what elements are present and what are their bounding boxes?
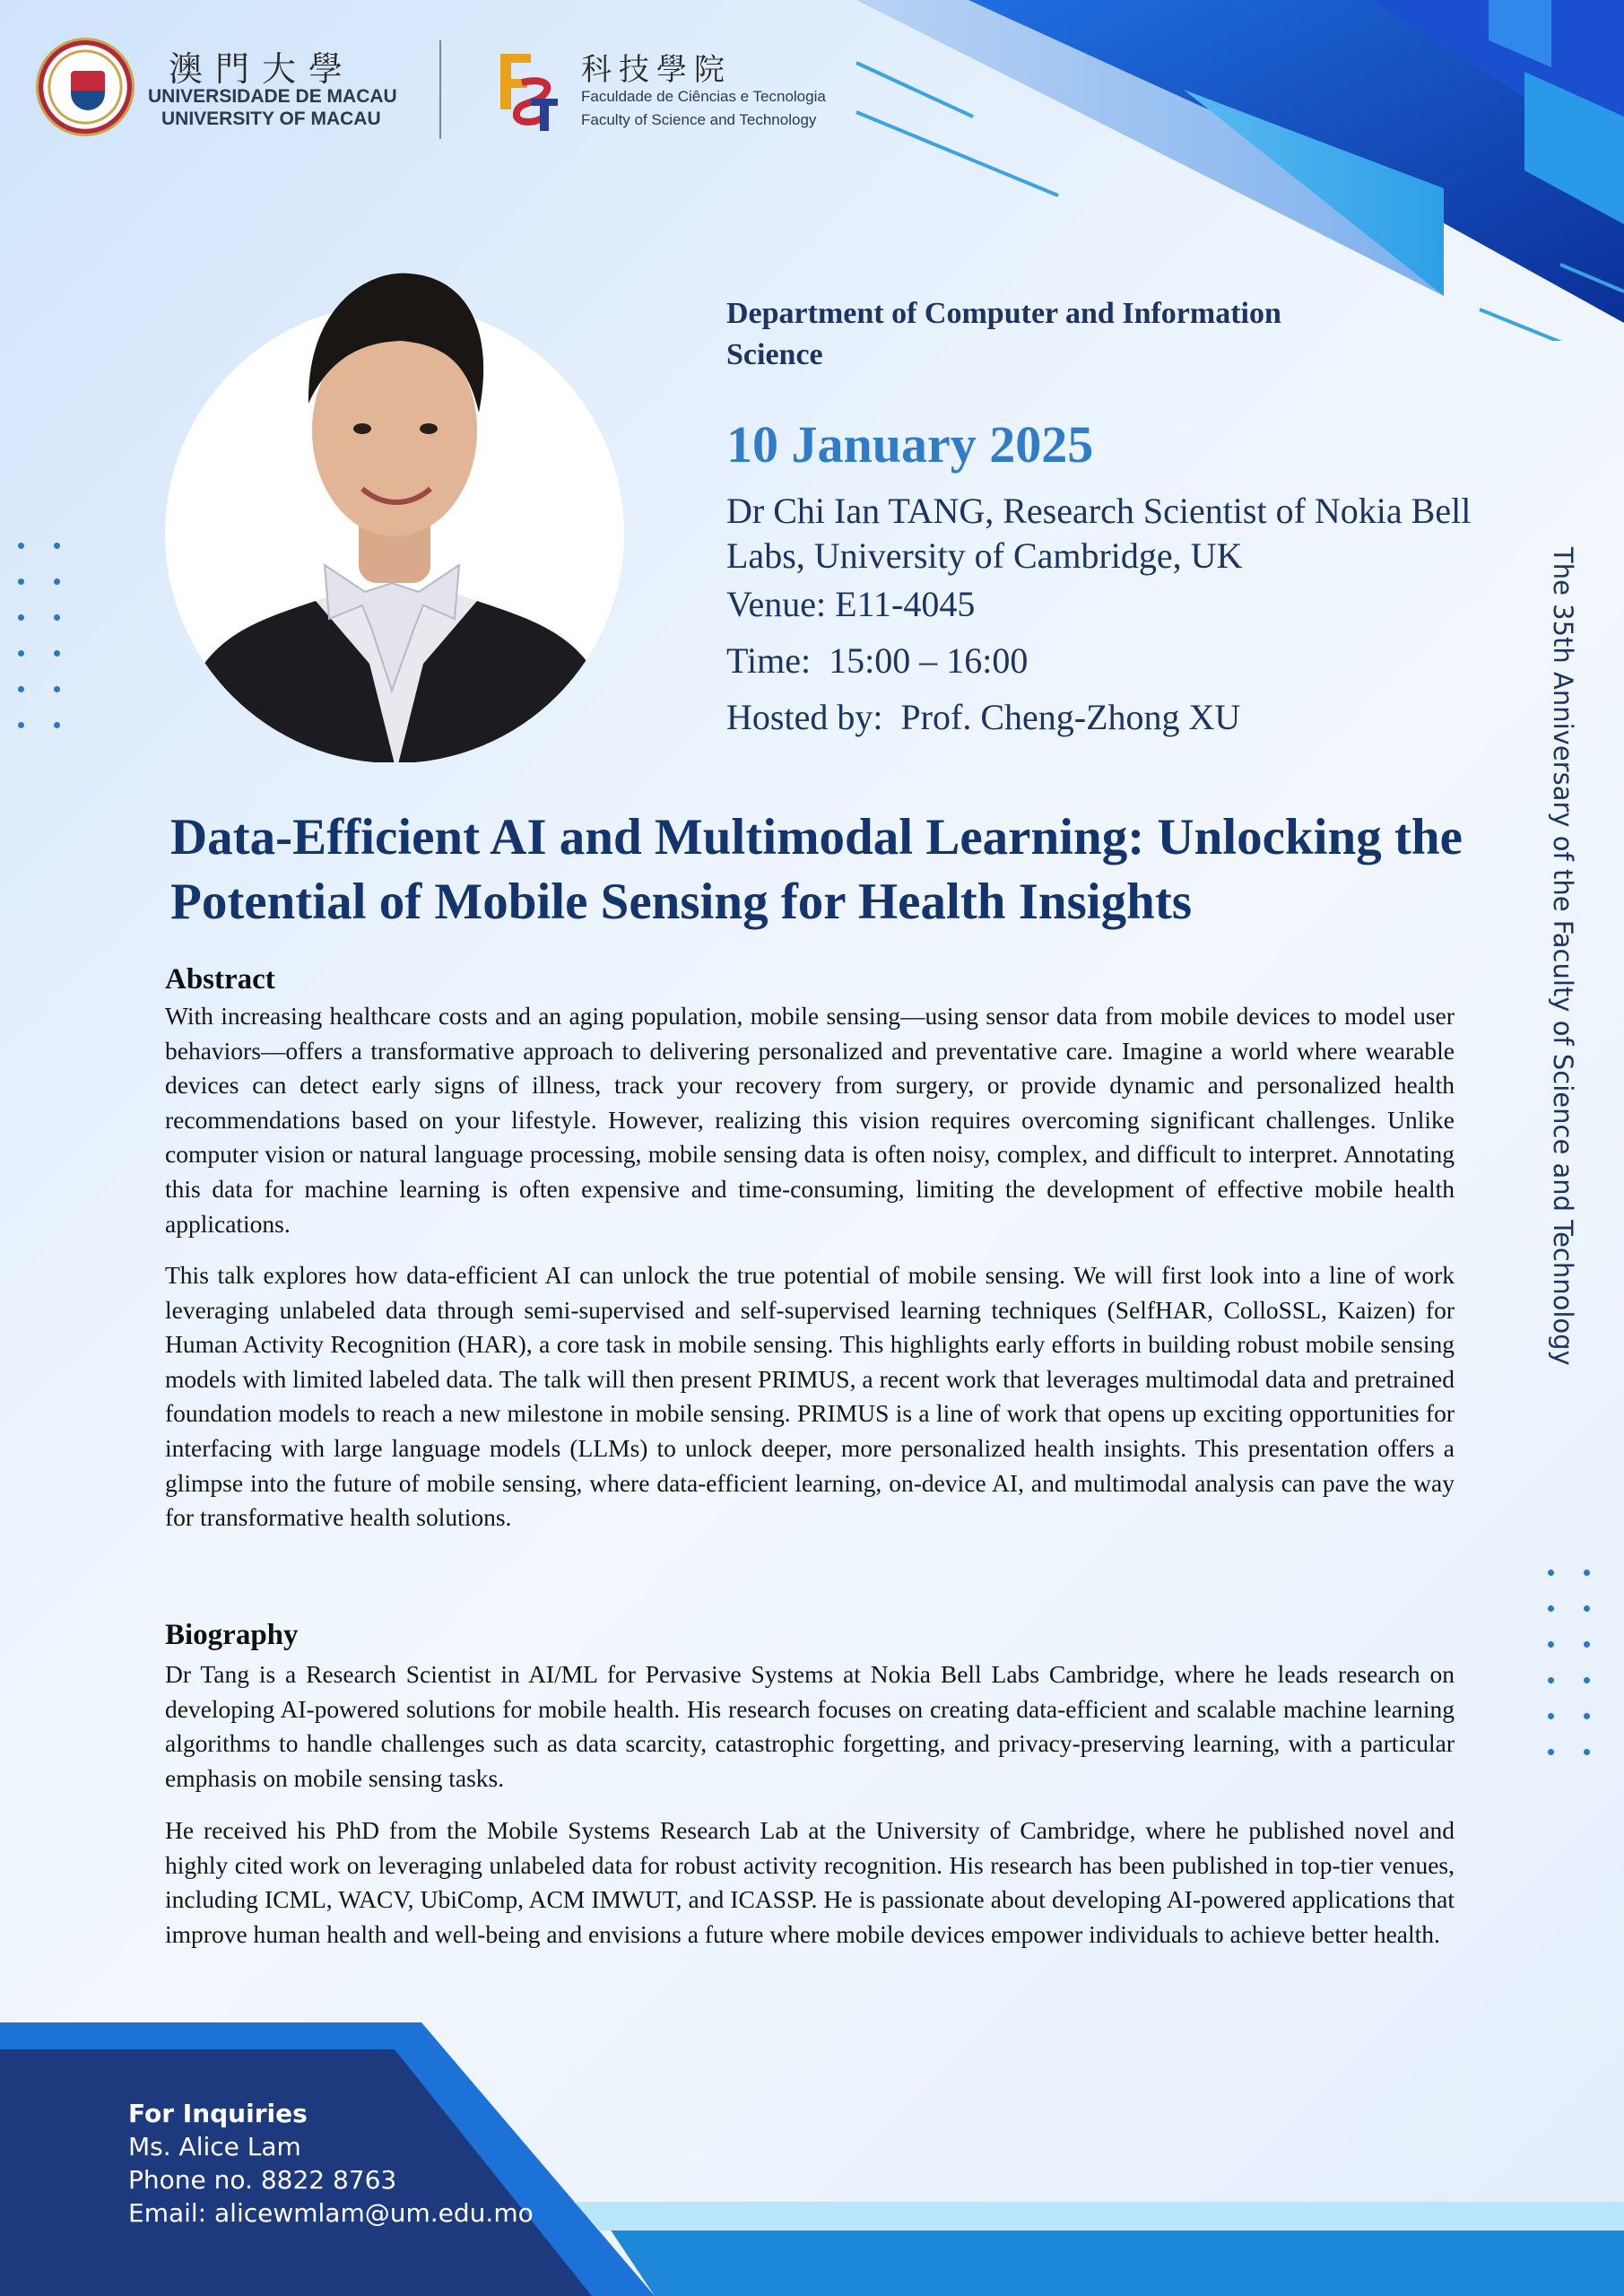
header-divider xyxy=(439,40,441,139)
biography-paragraph-1: Dr Tang is a Research Scientist in AI/ML for Pervasive Systems at Nokia Bell Labs Cambridge, where he leads research on developing AI-powered solutions for mobile health. His research focuses on creating data-efficient and scalable machine learning algorithms to handle challenges such as data scarcity, catastrophic forgetting, and privacy-preserving learning, with a particular emphasis on mobile sensing tasks. xyxy=(165,1660,1455,1792)
um-english-name: UNIVERSITY OF MACAU xyxy=(161,109,381,129)
left-dot-grid xyxy=(18,543,72,731)
um-portuguese-name: UNIVERSIDADE DE MACAU xyxy=(148,86,397,107)
abstract-heading: Abstract xyxy=(165,963,275,996)
event-date: 10 January 2025 xyxy=(726,415,1094,474)
inquiries-phone: Phone no. 8822 8763 xyxy=(128,2165,397,2195)
event-time: Time: 15:00 – 16:00 xyxy=(726,640,1029,681)
abstract-paragraph-1: With increasing healthcare costs and an aging population, mobile sensing—using sensor data from mobile devices to model user behaviors—offers a transformative approach to delivering personalized and preventative care. Imagine a world where wearable devices can detect early signs of illness, track your recovery from surgery, or provide dynamic and personalized health recommendations based on your lifestyle. However, realizing this vision requires overcoming significant challenges. Unlike computer vision or natural language processing, mobile sensing data is often noisy, complex, and difficult to interpret. Annotating this data for machine learning is often expensive and time-consuming, limiting the development of effective mobile health applications. xyxy=(165,1002,1455,1238)
event-host: Hosted by: Prof. Cheng-Zhong XU xyxy=(726,697,1241,737)
event-venue: Venue: E11-4045 xyxy=(726,584,976,624)
inquiries-heading: For Inquiries xyxy=(128,2099,308,2128)
inquiries-contact-name: Ms. Alice Lam xyxy=(128,2132,301,2161)
biography-heading: Biography xyxy=(165,1619,299,1651)
biography-paragraph-2: He received his PhD from the Mobile Systems Research Lab at the University of Cambridge, where he published novel and highly cited work on leveraging unlabeled data for robust activity recognition. His research has been published in top-tier venues, including ICML, WACV, UbiComp, ACM IMWUT, and ICASSP. He is passionate about developing AI-powered applications that improve human health and well-being and envisions a future where mobile devices empower individuals to achieve better health. xyxy=(165,1816,1455,1948)
um-chinese-name: 澳門大學 xyxy=(169,49,356,89)
fst-portuguese-name: Faculdade de Ciências e Tecnologia xyxy=(581,88,826,105)
top-right-decoration xyxy=(843,0,1624,341)
talk-title: Data-Efficient AI and Multimodal Learning: Unlocking the Potential of Mobile Sensing for Health Insights xyxy=(170,809,1463,930)
department-name: Department of Computer and Information Science xyxy=(726,297,1281,371)
anniversary-side-text xyxy=(1544,547,1580,1381)
fst-chinese-name: 科技學院 xyxy=(581,52,732,88)
anniversary-side-label: The 35th Anniversary of the Faculty of Science and Technology xyxy=(1548,547,1578,1366)
speaker-info: Dr Chi Ian TANG, Research Scientist of Nokia Bell Labs, University of Cambridge, UK xyxy=(726,491,1472,576)
fst-logo xyxy=(491,47,560,133)
university-seal-logo xyxy=(36,38,135,136)
speaker-photo xyxy=(163,269,630,762)
inquiries-email[interactable]: Email: alicewmlam@um.edu.mo xyxy=(128,2198,534,2228)
right-dot-grid xyxy=(1548,1570,1602,1758)
abstract-paragraph-2: This talk explores how data-efficient AI can unlock the true potential of mobile sensing. We will first look into a line of work leveraging unlabeled data through semi-supervised and self-supervised learning techniques (SelfHAR, ColloSSL, Kaizen) for Human Activity Recognition (HAR), a core task in mobile sensing. This highlights early efforts in building robust mobile sensing models with limited labeled data. The talk will then present PRIMUS, a recent work that leverages multimodal data and pretrained foundation models to reach a new milestone in mobile sensing. PRIMUS is a line of work that opens up exciting opportunities for interfacing with large language models (LLMs) to unlock deeper, more personalized health insights. This presentation offers a glimpse into the future of mobile sensing, where data-efficient learning, on-device AI, and multimodal analysis can pave the way for transformative health solutions. xyxy=(165,1261,1455,1532)
fst-english-name: Faculty of Science and Technology xyxy=(581,111,817,128)
